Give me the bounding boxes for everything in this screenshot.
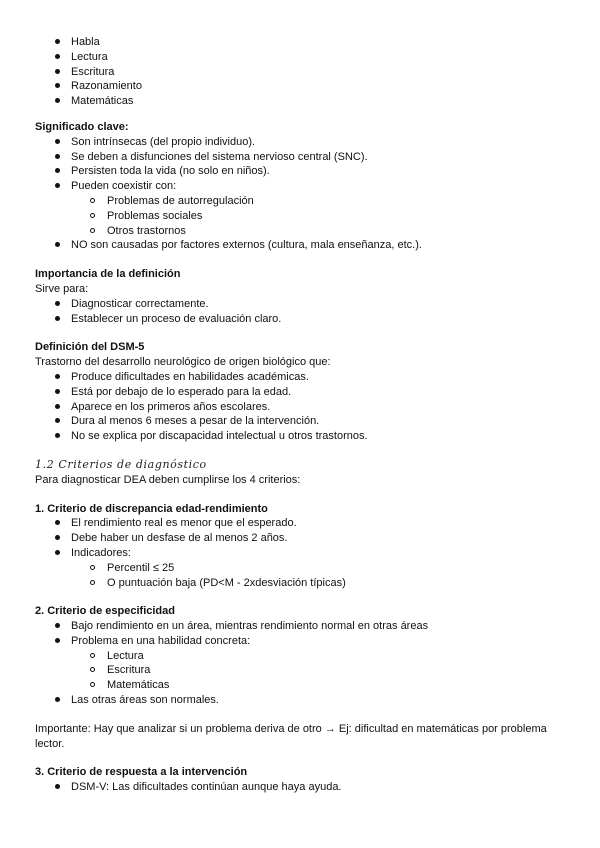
list-item: No se explica por discapacidad intelectual u otros trastornos. [35,429,565,444]
list-item: Dura al menos 6 meses a pesar de la intervención. [35,414,565,429]
importancia-intro: Sirve para: [35,282,89,295]
sub-list-item: Lectura [35,649,565,664]
list-item: Matemáticas [35,94,565,109]
hollow-bullet-icon [90,649,100,664]
criterios-intro: Para diagnosticar DEA deben cumplirse los 4 criterios: [35,473,301,486]
list-item: Lectura [35,50,565,65]
list-item: Habla [35,35,565,50]
sub-list-item: Escritura [35,663,565,678]
list-item: Bajo rendimiento en un área, mientras rendimiento normal en otras áreas [35,619,565,634]
list-item: DSM-V: Las dificultades continúan aunque haya ayuda. [35,780,565,795]
bullet-icon [55,50,65,65]
list-item: Escritura [35,65,565,80]
dsm-intro: Trastorno del desarrollo neurológico de origen biológico que: [35,356,331,369]
bullet-icon [55,429,65,444]
bullet-icon [55,370,65,385]
bullet-icon [55,385,65,400]
importancia-list [35,297,565,327]
bullet-icon [55,516,65,531]
sub-list-item: Problemas de autorregulación [35,194,565,209]
dsm-list [35,370,565,444]
bullet-icon [55,400,65,415]
hollow-bullet-icon [90,194,100,209]
hollow-bullet-icon [90,224,100,239]
list-item: NO son causadas por factores externos (cultura, mala enseñanza, etc.). [35,238,565,253]
list-item: Se deben a disfunciones del sistema nervioso central (SNC). [35,150,565,165]
list-item: Pueden coexistir con: [35,179,565,194]
significado-heading: Significado clave: [35,120,129,133]
list-item: El rendimiento real es menor que el esperado. [35,516,565,531]
importancia-heading: Importancia de la definición [35,268,181,281]
bullet-icon [55,546,65,561]
list-item: Persisten toda la vida (no solo en niños). [35,164,565,179]
bullet-icon [55,312,65,327]
sub-list-item: Percentil ≤ 25 [35,561,565,576]
c3-heading: 3. Criterio de respuesta a la intervención [35,766,248,779]
importante-note: Importante: Hay que analizar si un problema deriva de otro → Ej: dificultad en matemáticas por problema lector. [35,722,547,750]
sub-list-item: Matemáticas [35,678,565,693]
sub-list-item: O puntuación baja (PD<M - 2xdesviación típicas) [35,576,565,591]
dsm-heading: Definición del DSM-5 [35,341,145,354]
list-item: Produce dificultades en habilidades académicas. [35,370,565,385]
bullet-icon [55,634,65,649]
skills-list [35,35,565,109]
bullet-icon [55,414,65,429]
sub-list-item: Otros trastornos [35,224,565,239]
bullet-icon [55,179,65,194]
list-item: Debe haber un desfase de al menos 2 años. [35,531,565,546]
bullet-icon [55,150,65,165]
bullet-icon [55,619,65,634]
document-page [35,35,565,795]
bullet-icon [55,35,65,50]
list-item: Son intrínsecas (del propio individuo). [35,135,565,150]
list-item: Problema en una habilidad concreta: [35,634,565,649]
hollow-bullet-icon [90,209,100,224]
bullet-icon [55,164,65,179]
bullet-icon [55,780,65,795]
hollow-bullet-icon [90,678,100,693]
c1-heading: 1. Criterio de discrepancia edad-rendimiento [35,502,268,515]
bullet-icon [55,94,65,109]
list-item: Establecer un proceso de evaluación claro. [35,312,565,327]
list-item: Las otras áreas son normales. [35,693,565,708]
bullet-icon [55,297,65,312]
bullet-icon [55,531,65,546]
bullet-icon [55,79,65,94]
hollow-bullet-icon [90,663,100,678]
bullet-icon [55,135,65,150]
bullet-icon [55,65,65,80]
bullet-icon [55,238,65,253]
hollow-bullet-icon [90,576,100,591]
c1-list [35,516,565,590]
c3-list [35,780,565,795]
list-item: Aparece en los primeros años escolares. [35,400,565,415]
c2-heading: 2. Criterio de especificidad [35,605,175,618]
list-item: Indicadores: [35,546,565,561]
sub-list-item: Problemas sociales [35,209,565,224]
significado-list [35,135,565,253]
hollow-bullet-icon [90,561,100,576]
list-item: Está por debajo de lo esperado para la edad. [35,385,565,400]
bullet-icon [55,693,65,708]
c2-list [35,619,565,708]
criterios-subtitle: 1.2 Criterios de diagnóstico [35,457,207,471]
list-item: Diagnosticar correctamente. [35,297,565,312]
list-item: Razonamiento [35,79,565,94]
